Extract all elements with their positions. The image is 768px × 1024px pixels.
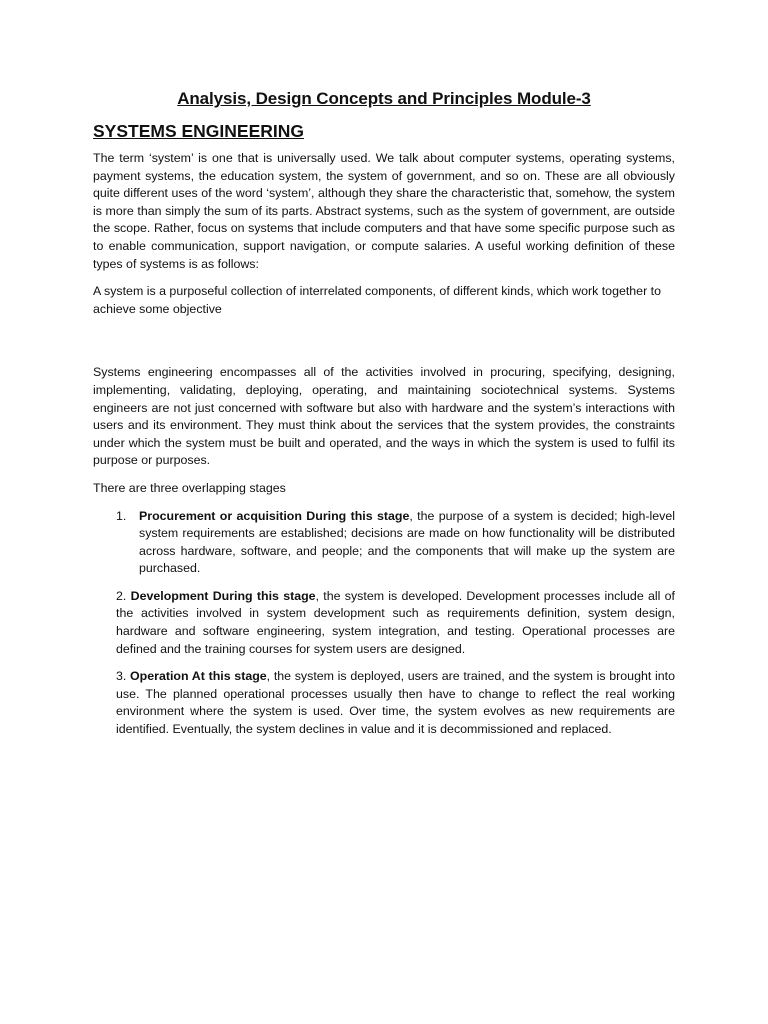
stage-number: 2. <box>116 588 127 603</box>
stage-text: , the system is developed. Development processes include all of the activities involved in system development such as requirements definition, system design, hardware and software engineering, system integration, and testing. Operational processes are defined and the training courses for system users are designed. <box>116 588 675 656</box>
paragraph-spacer <box>93 328 675 364</box>
stage-body <box>139 508 675 578</box>
stage-item-operation <box>116 668 675 738</box>
stage-bold-lead: Operation At this stage <box>130 669 267 684</box>
stage-number: 3. <box>116 669 127 684</box>
stage-text: , the system is deployed, users are trained, and the system is brought into use. The planned operational processes usually then have to change to reflect the real working environment where the system is used. Over time, the system evolves as new requirements are identified. Eventually, the system declines in value and it is decommissioned and replaced. <box>116 669 675 737</box>
section-heading: SYSTEMS ENGINEERING <box>93 121 305 141</box>
stage-item-procurement <box>116 508 675 578</box>
stage-bold-lead: Procurement or acquisition During this stage <box>139 508 410 523</box>
intro-paragraph: The term ‘system’ is one that is universally used. We talk about computer systems, operating systems, payment systems, the education system, the system of government, and so on. These are all obviously quite different uses of the word ‘system’, although they share the characteristic that, somehow, the system is more than simply the sum of its parts. Abstract systems, such as the system of government, are outside the scope. Rather, focus on systems that include computers and that have some specific purpose such as to enable communication, support navigation, or compute salaries. A useful working definition of these types of systems is as follows: <box>93 151 675 271</box>
stage-item-development <box>116 588 675 658</box>
stage-text: , the purpose of a system is decided; high-level system requirements are established; decisions are made on how functionality will be distributed across hardware, software, and people; and the components that will make up the system are purchased. <box>139 508 675 576</box>
document-title: Analysis, Design Concepts and Principles Module-3 <box>177 89 591 108</box>
systems-engineering-paragraph: Systems engineering encompasses all of the activities involved in procuring, specifying, designing, implementing, validating, deploying, operating, and maintaining sociotechnical systems. Systems engineers are not just concerned with software but also with hardware and the system’s interactions with users and its environment. They must think about the services that the system provides, the constraints under which the system must be built and operated, and the ways in which the system is used to fulfil its purpose or purposes. <box>93 365 675 468</box>
definition-paragraph: A system is a purposeful collection of interrelated components, of different kinds, which work together to achieve some objective <box>93 284 661 316</box>
stage-bold-lead: Development During this stage <box>130 588 316 603</box>
stage-number: 1. <box>116 508 127 523</box>
document-page <box>93 86 675 749</box>
stages-intro: There are three overlapping stages <box>93 480 286 495</box>
